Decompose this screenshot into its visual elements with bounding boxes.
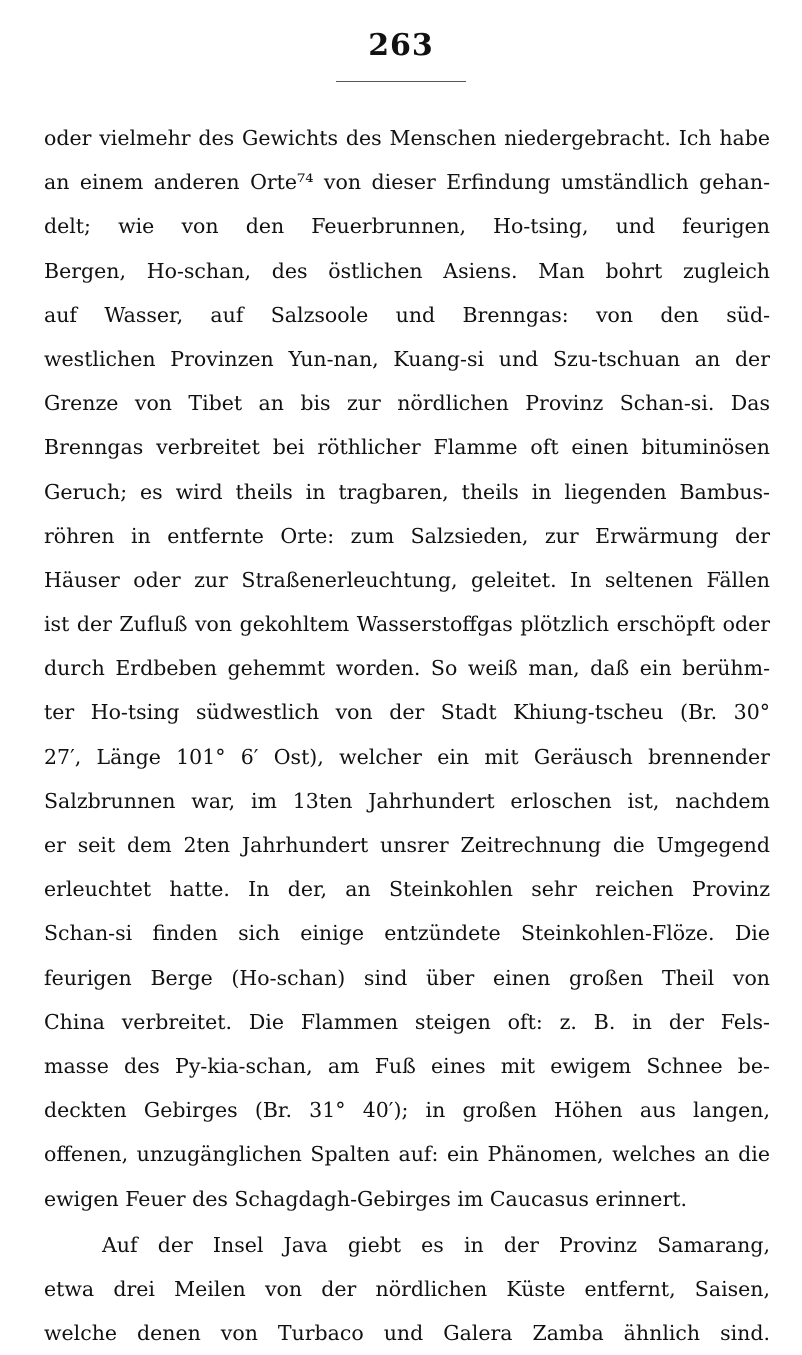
text-line: röhren in entfernte Orte: zum Salzsieden, zur Erwärmung der xyxy=(44,523,770,548)
text-line: ter Ho-tsing südwestlich von der Stadt Khiung-tscheu (Br. 30° xyxy=(44,700,770,725)
text-line: masse des Py-kia-schan, am Fuß eines mit ewigem Schnee be- xyxy=(44,1053,770,1078)
text-line: westlichen Provinzen Yun-nan, Kuang-si und Szu-tschuan an der xyxy=(44,346,770,371)
text-line: Häuser oder zur Straßenerleuchtung, geleitet. In seltenen Fällen xyxy=(44,567,770,592)
text-line: etwa drei Meilen von der nördlichen Küste entfernt, Saisen, xyxy=(44,1276,770,1301)
text-line: Bergen, Ho-schan, des östlichen Asiens. Man bohrt zugleich xyxy=(44,258,770,283)
paragraph-2 xyxy=(44,1223,770,1355)
text-line: Geruch; es wird theils in tragbaren, theils in liegenden Bambus- xyxy=(44,479,770,504)
body-text xyxy=(44,116,770,1355)
text-line: delt; wie von den Feuerbrunnen, Ho-tsing, und feurigen xyxy=(44,214,770,239)
text-line: ewigen Feuer des Schagdagh-Gebirges im Caucasus erinnert. xyxy=(44,1186,687,1211)
text-line: Brenngas verbreitet bei röthlicher Flamme oft einen bituminösen xyxy=(44,435,770,460)
text-line: 27′, Länge 101° 6′ Ost), welcher ein mit Geräusch brennender xyxy=(44,744,770,769)
text-line: er seit dem 2ten Jahrhundert unsrer Zeitrechnung die Umgegend xyxy=(44,833,770,857)
text-line: welche denen von Turbaco und Galera Zamba ähnlich sind. xyxy=(44,1321,770,1346)
text-line: Auf der Insel Java giebt es in der Provinz Samarang, xyxy=(102,1232,770,1257)
page-number: 263 xyxy=(368,28,434,63)
text-line: an einem anderen Orte⁷⁴ von dieser Erfindung umständlich gehan- xyxy=(44,170,770,195)
text-line: offenen, unzugänglichen Spalten auf: ein Phänomen, welches an die xyxy=(44,1142,770,1167)
text-line: oder vielmehr des Gewichts des Menschen niedergebracht. Ich habe xyxy=(44,126,770,150)
text-line: Schan-si finden sich einige entzündete Steinkohlen-Flöze. Die xyxy=(44,921,770,946)
text-line: deckten Gebirges (Br. 31° 40′); in großen Höhen aus langen, xyxy=(44,1098,770,1123)
text-line: erleuchtet hatte. In der, an Steinkohlen sehr reichen Provinz xyxy=(44,877,770,902)
text-line: China verbreitet. Die Flammen steigen oft: z. B. in der Fels- xyxy=(44,1009,770,1034)
paragraph-1 xyxy=(44,116,770,1221)
text-line: durch Erdbeben gehemmt worden. So weiß man, daß ein berühm- xyxy=(44,656,770,681)
text-line: auf Wasser, auf Salzsoole und Brenngas: von den süd- xyxy=(44,302,770,327)
text-line: feurigen Berge (Ho-schan) sind über einen großen Theil von xyxy=(44,965,770,990)
text-line: Grenze von Tibet an bis zur nördlichen Provinz Schan-si. Das xyxy=(44,391,770,416)
header-rule xyxy=(336,81,466,82)
text-line: Salzbrunnen war, im 13ten Jahrhundert erloschen ist, nachdem xyxy=(44,788,770,813)
text-line: ist der Zufluß von gekohltem Wasserstoffgas plötzlich erschöpft oder xyxy=(44,612,770,637)
